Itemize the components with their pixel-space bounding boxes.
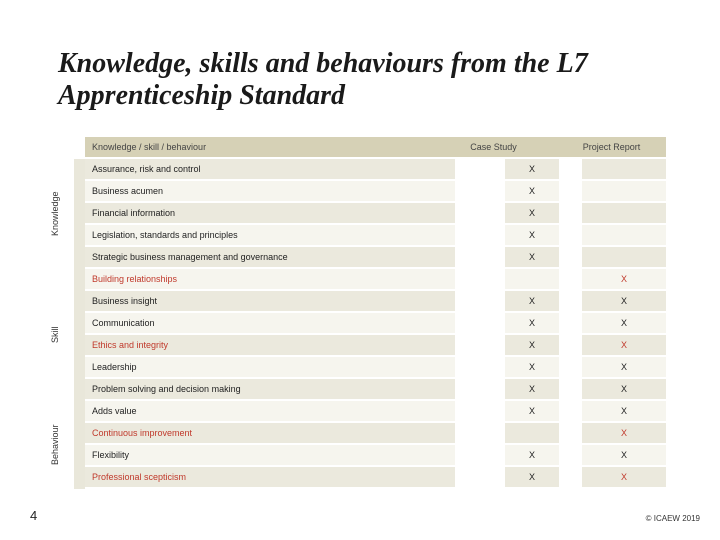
row-case-study: X	[505, 247, 559, 267]
copyright-notice: © ICAEW 2019	[645, 514, 700, 523]
row-label: Building relationships	[85, 269, 455, 289]
row-label: Leadership	[85, 357, 455, 377]
row-label: Flexibility	[85, 445, 455, 465]
row-case-study: X	[505, 159, 559, 179]
table-row	[50, 357, 666, 379]
row-label: Problem solving and decision making	[85, 379, 455, 399]
row-case-study: X	[505, 313, 559, 333]
row-label: Business acumen	[85, 181, 455, 201]
row-label: Legislation, standards and principles	[85, 225, 455, 245]
category-label-skill: Skill	[50, 326, 60, 344]
row-label: Business insight	[85, 291, 455, 311]
row-project-report: X	[582, 379, 666, 399]
row-case-study: X	[505, 467, 559, 487]
table-row	[50, 159, 666, 181]
page-title: Knowledge, skills and behaviours from the L7 Apprenticeship Standard	[58, 48, 588, 111]
row-case-study: X	[505, 291, 559, 311]
header-project-report: Project Report	[557, 137, 666, 157]
table-row	[50, 247, 666, 269]
row-label: Professional scepticism	[85, 467, 455, 487]
table-row	[50, 225, 666, 247]
table-row	[50, 313, 666, 335]
row-label: Ethics and integrity	[85, 335, 455, 355]
row-project-report: X	[582, 313, 666, 333]
row-label: Communication	[85, 313, 455, 333]
row-label: Assurance, risk and control	[85, 159, 455, 179]
row-project-report: X	[582, 335, 666, 355]
row-case-study	[505, 269, 559, 289]
table-row	[50, 269, 666, 291]
row-project-report: X	[582, 423, 666, 443]
row-label: Adds value	[85, 401, 455, 421]
page-number: 4	[30, 508, 38, 523]
row-project-report: X	[582, 357, 666, 377]
table-row	[50, 379, 666, 401]
table-row	[50, 335, 666, 357]
table-row	[50, 445, 666, 467]
row-case-study: X	[505, 203, 559, 223]
table-row	[50, 181, 666, 203]
row-label: Continuous improvement	[85, 423, 455, 443]
row-case-study	[505, 423, 559, 443]
row-project-report: X	[582, 445, 666, 465]
row-project-report	[582, 225, 666, 245]
table-header-row	[50, 137, 666, 159]
header-item: Knowledge / skill / behaviour	[85, 137, 455, 157]
row-project-report	[582, 247, 666, 267]
row-case-study: X	[505, 181, 559, 201]
table-row	[50, 401, 666, 423]
row-case-study: X	[505, 225, 559, 245]
header-case-study: Case Study	[430, 137, 557, 157]
row-case-study: X	[505, 379, 559, 399]
row-case-study: X	[505, 401, 559, 421]
row-project-report: X	[582, 467, 666, 487]
row-case-study: X	[505, 445, 559, 465]
row-label: Financial information	[85, 203, 455, 223]
table-row	[50, 423, 666, 445]
row-project-report: X	[582, 291, 666, 311]
row-project-report: X	[582, 269, 666, 289]
row-case-study: X	[505, 357, 559, 377]
row-project-report	[582, 159, 666, 179]
table-row	[50, 291, 666, 313]
row-label: Strategic business management and governance	[85, 247, 455, 267]
table-row	[50, 467, 666, 489]
category-label-behaviour: Behaviour	[50, 424, 60, 466]
table-row	[50, 203, 666, 225]
row-project-report	[582, 203, 666, 223]
row-project-report: X	[582, 401, 666, 421]
row-case-study: X	[505, 335, 559, 355]
row-project-report	[582, 181, 666, 201]
category-label-knowledge: Knowledge	[50, 191, 60, 237]
